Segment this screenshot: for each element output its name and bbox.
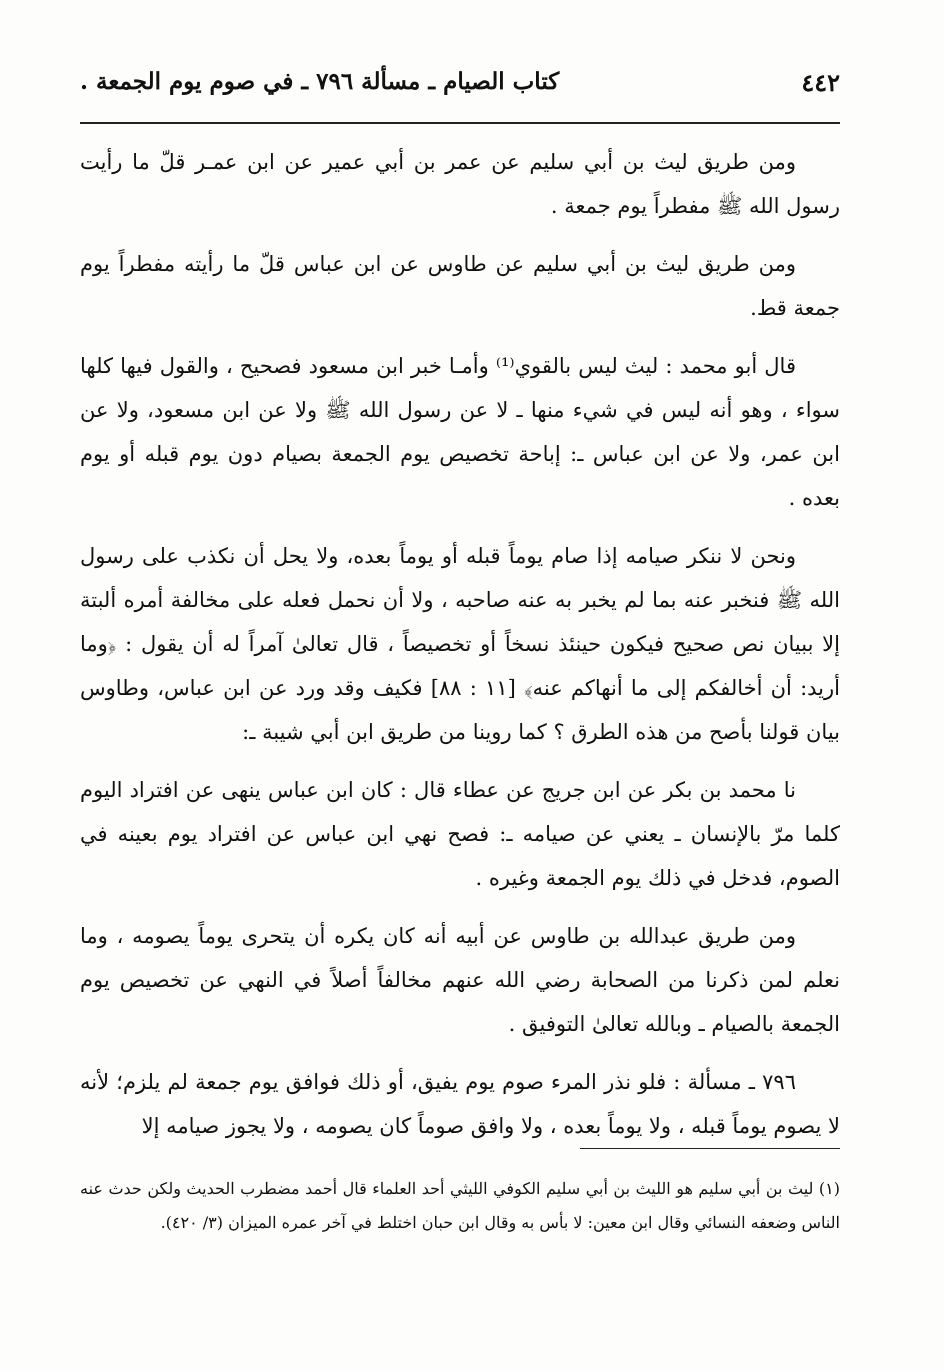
footnote: (١) ليث بن أبي سليم هو الليث بن أبي سليم الكوفي الليثي أحد العلماء قال أحمد مضطرب الحديث ولكن حدث عنه الناس وضعفه النسائي وقال ابن معين: لا بأس به وقال ابن حبان اختلط في آخر عمره الميزان (٣/ ٤٢٠). [80, 1179, 840, 1232]
paragraph-issue-796: ٧٩٦ ـ مسألة : فلو نذر المرء صوم يوم يفيق، أو ذلك فوافق يوم جمعة لم يلزم؛ لأنه لا يصوم يوماً قبله ، ولا يوماً بعده ، ولا وافق صوماً كان يصومه ، ولا يجوز صيامه إلا [80, 1070, 840, 1138]
page-header [80, 62, 840, 106]
paragraph-2: ومن طريق ليث بن أبي سليم عن طاوس عن ابن عباس قلّ ما رأيته مفطراً يوم جمعة قط. [80, 252, 840, 320]
main-text [80, 140, 840, 1162]
running-head: كتاب الصيام ـ مسألة ٧٩٦ ـ في صوم يوم الجمعة . [80, 68, 560, 95]
page-number: ٤٤٢ [801, 68, 840, 97]
paragraph-4: ونحن لا ننكر صيامه إذا صام يوماً قبله أو يوماً بعده، ولا يحل أن نكذب على رسول الله ﷺ فنخبر عنه بما لم يخبر به عنه صاحبه ، ولا أن نحمل فعله على مخالفة أمره ألبتة إلا ببيان نص صحيح فيكون حينئذ نسخاً أو تخصيصاً ، قال تعالىٰ آمراً له أن يقول : ﴿وما أريد: أن أخالفكم إلى ما أنهاكم عنه﴾ [١١ : ٨٨] فكيف وقد ورد عن ابن عباس، وطاوس بيان قولنا بأصح من هذه الطرق ؟ كما روينا من طريق ابن أبي شيبة ـ: [80, 544, 841, 744]
footnote-rule [580, 1148, 840, 1149]
paragraph-1: ومن طريق ليث بن أبي سليم عن عمر بن أبي عمير عن ابن عمـر قلّ ما رأيت رسول الله ﷺ مفطراً يوم جمعة . [80, 150, 840, 218]
paragraph-3: قال أبو محمد : ليث ليس بالقوي⁽¹⁾ وأمـا خبر ابن مسعود فصحيح ، والقول فيها كلها سواء ، وهو أنه ليس في شيء منها ـ لا عن رسول الله ﷺ ولا عن ابن مسعود، ولا عن ابن عمر، ولا عن ابن عباس ـ: إباحة تخصيص يوم الجمعة بصيام دون يوم قبله أو يوم بعده . [80, 354, 840, 510]
paragraph-5: نا محمد بن بكر عن ابن جريج عن عطاء قال : كان ابن عباس ينهى عن افتراد اليوم كلما مرّ بالإنسان ـ يعني عن صيامه ـ: فصح نهي ابن عباس عن افتراد يوم بعينه في الصوم، فدخل في ذلك يوم الجمعة وغيره . [80, 778, 840, 890]
paragraph-6: ومن طريق عبدالله بن طاوس عن أبيه أنه كان يكره أن يتحرى يوماً يصومه ، وما نعلم لمن ذكرنا من الصحابة رضي الله عنهم مخالفاً أصلاً في النهي عن تخصيص يوم الجمعة بالصيام ـ وبالله تعالىٰ التوفيق . [80, 924, 840, 1036]
header-rule [80, 122, 840, 124]
